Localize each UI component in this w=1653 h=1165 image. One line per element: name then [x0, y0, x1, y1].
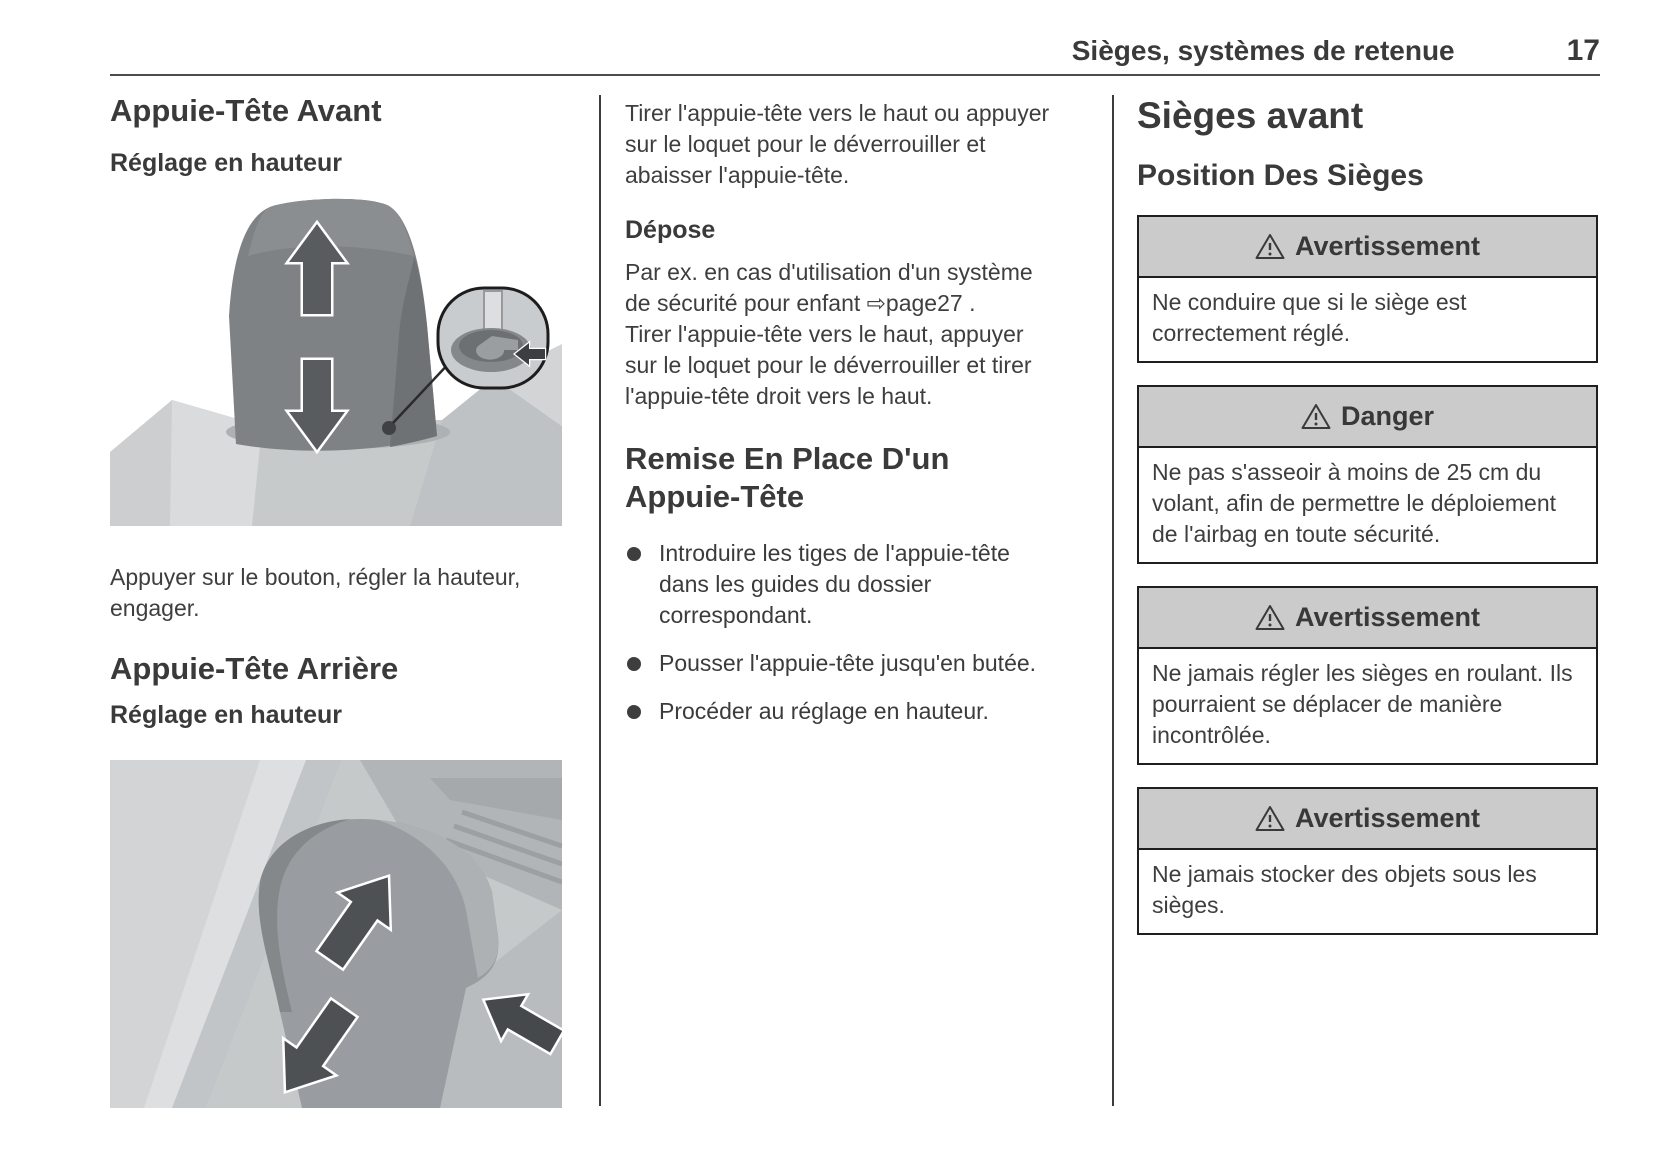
page-header-title: Sièges, systèmes de retenue: [1071, 35, 1455, 66]
depose-action-paragraph: Tirer l'appuie-tête vers le haut, appuyer sur le loquet pour le déverrouiller et tirer l'appuie-tête droit vers le haut.: [625, 321, 1032, 409]
warning-title: Avertissement: [1294, 231, 1481, 261]
rear-headrest-figure: [110, 760, 562, 1108]
warning-triangle-icon: [1301, 403, 1331, 430]
warning-box-header: [1139, 789, 1596, 850]
list-item: Introduire les tiges de l'appuie-tête dans les guides du dossier correspondant.: [625, 538, 1059, 631]
list-item: Procéder au réglage en hauteur.: [625, 696, 1059, 727]
front-headrest-illustration: [110, 194, 562, 526]
danger-box-header: [1139, 387, 1596, 448]
rear-headrest-illustration: [110, 760, 562, 1108]
warning-title: Avertissement: [1294, 803, 1481, 833]
list-item: Pousser l'appuie-tête jusqu'en butée.: [625, 648, 1059, 679]
warning-triangle-icon: [1255, 604, 1285, 631]
warning-body: Ne jamais stocker des objets sous les sièges.: [1152, 861, 1537, 918]
warning-box-header: [1139, 588, 1596, 649]
warning-triangle-icon: [1255, 805, 1285, 832]
column-front-headrest: [110, 92, 562, 1108]
header-rule: [110, 74, 1600, 76]
warning-title: Avertissement: [1294, 602, 1481, 632]
warning-box: [1137, 787, 1598, 935]
pull-headrest-paragraph: Tirer l'appuie-tête vers le haut ou appuyer sur le loquet pour le déverrouiller et abaisser l'appuie-tête.: [625, 100, 1050, 188]
seat-position-subheading: Position Des Sièges: [1137, 159, 1424, 192]
refit-headrest-heading: Remise En Place D'un Appuie-Tête: [625, 441, 950, 514]
rear-headrest-heading: Appuie-Tête Arrière: [110, 651, 399, 686]
column-front-seats: [1137, 95, 1598, 935]
front-headrest-heading: Appuie-Tête Avant: [110, 93, 382, 128]
warning-box: [1137, 215, 1598, 363]
column-instructions: [625, 96, 1059, 744]
warning-box-header: [1139, 217, 1596, 278]
front-height-adjust-subheading: Réglage en hauteur: [110, 149, 342, 177]
rear-height-adjust-subheading: Réglage en hauteur: [110, 701, 342, 729]
danger-body: Ne pas s'asseoir à moins de 25 cm du volant, afin de permettre le déploiement de l'airbag en toute sécurité.: [1152, 459, 1557, 547]
depose-subheading: Dépose: [625, 216, 716, 244]
page-header: [110, 34, 1600, 68]
front-headrest-caption: Appuyer sur le bouton, régler la hauteur, engager.: [110, 564, 521, 621]
depose-reference-paragraph: Par ex. en cas d'utilisation d'un système de sécurité pour enfant ⇨page27 .: [625, 259, 1033, 316]
warning-body: Ne conduire que si le siège est correctement réglé.: [1152, 289, 1467, 346]
danger-title: Danger: [1340, 401, 1435, 431]
warning-triangle-icon: [1255, 233, 1285, 260]
danger-box: [1137, 385, 1598, 564]
warning-box: [1137, 586, 1598, 765]
front-headrest-figure: [110, 194, 562, 526]
front-seats-heading: Sièges avant: [1137, 95, 1364, 136]
refit-steps-list: [625, 538, 1059, 727]
column-divider-1: [599, 95, 601, 1106]
release-button-inset: [438, 288, 548, 388]
warning-body: Ne jamais régler les sièges en roulant. Ils pourraient se déplacer de manière incontrôlée.: [1152, 660, 1573, 748]
page-number: 17: [1566, 34, 1600, 67]
column-divider-2: [1112, 95, 1114, 1106]
